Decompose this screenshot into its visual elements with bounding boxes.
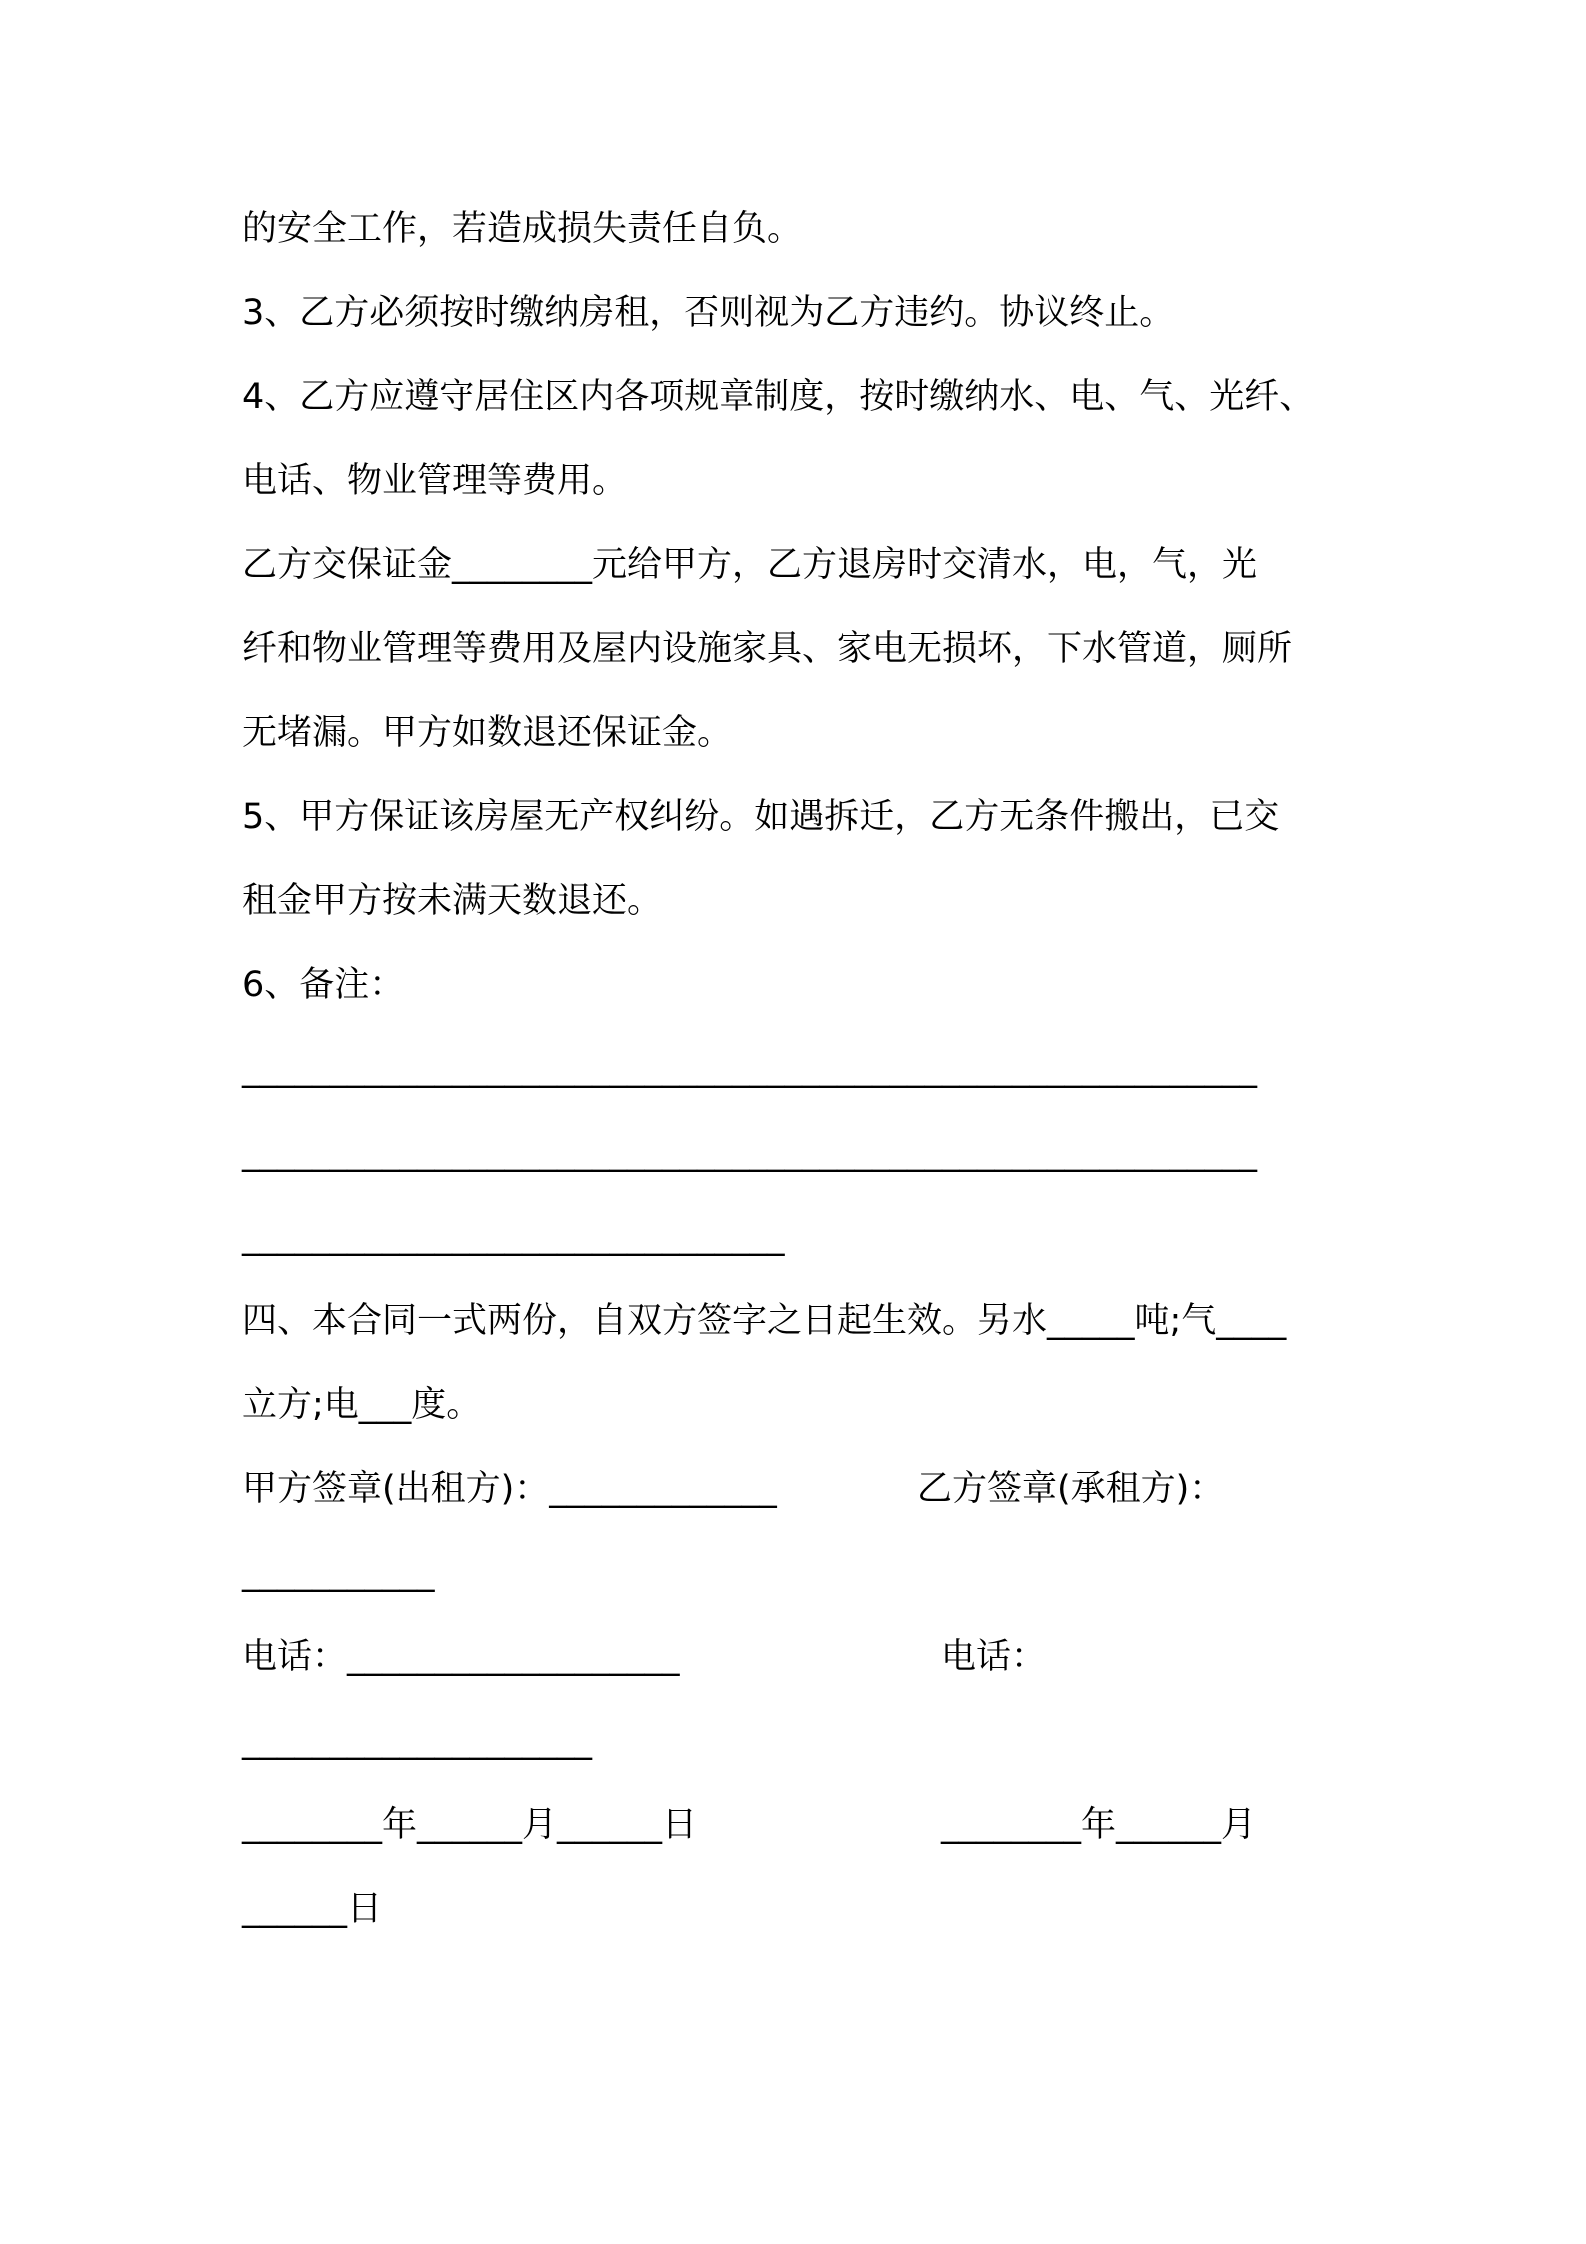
deposit-line-3: 无堵漏。甲方如数退还保证金。 <box>242 713 733 753</box>
remarks-blank-3: _______________________________ <box>242 1217 785 1257</box>
party-a-date: ________年______月______日 <box>242 1805 698 1845</box>
clause-4-line-2: 电话、物业管理等费用。 <box>242 461 628 501</box>
clause-5-line-1: 5、甲方保证该房屋无产权纠纷。如遇拆迁，乙方无条件搬出，已交 <box>242 797 1280 837</box>
party-b-signature: 乙方签章(承租方)： <box>917 1469 1225 1509</box>
party-b-date-day: ______日 <box>242 1889 383 1929</box>
party-b-phone-blank: ____________________ <box>242 1721 592 1761</box>
clause-3: 3、乙方必须按时缴纳房租，否则视为乙方违约。协议终止。 <box>242 293 1175 333</box>
party-b-phone: 电话： <box>941 1637 1047 1677</box>
clause-5-line-2: 租金甲方按未满天数退还。 <box>242 881 663 921</box>
party-b-signature-blank: ___________ <box>242 1553 435 1593</box>
clause-6-remarks: 6、备注： <box>242 965 405 1005</box>
remarks-blank-1: __________________________________________________________ <box>242 1049 1257 1089</box>
remarks-blank-2: __________________________________________________________ <box>242 1133 1257 1173</box>
deposit-line-2: 纤和物业管理等费用及屋内设施家具、家电无损坏，下水管道，厕所 <box>242 629 1293 669</box>
party-a-signature: 甲方签章(出租方)：_____________ <box>242 1469 777 1509</box>
clause-four-line-1: 四、本合同一式两份，自双方签字之日起生效。另水_____吨;气____ <box>242 1301 1287 1341</box>
deposit-line-1: 乙方交保证金________元给甲方，乙方退房时交清水，电，气，光 <box>242 545 1258 585</box>
clause-4-line-1: 4、乙方应遵守居住区内各项规章制度，按时缴纳水、电、气、光纤、 <box>242 377 1315 417</box>
paragraph-line: 的安全工作，若造成损失责任自负。 <box>242 209 803 249</box>
clause-four-line-2: 立方;电___度。 <box>242 1385 482 1425</box>
party-a-phone: 电话：___________________ <box>242 1637 680 1677</box>
party-b-date: ________年______月 <box>941 1805 1257 1845</box>
